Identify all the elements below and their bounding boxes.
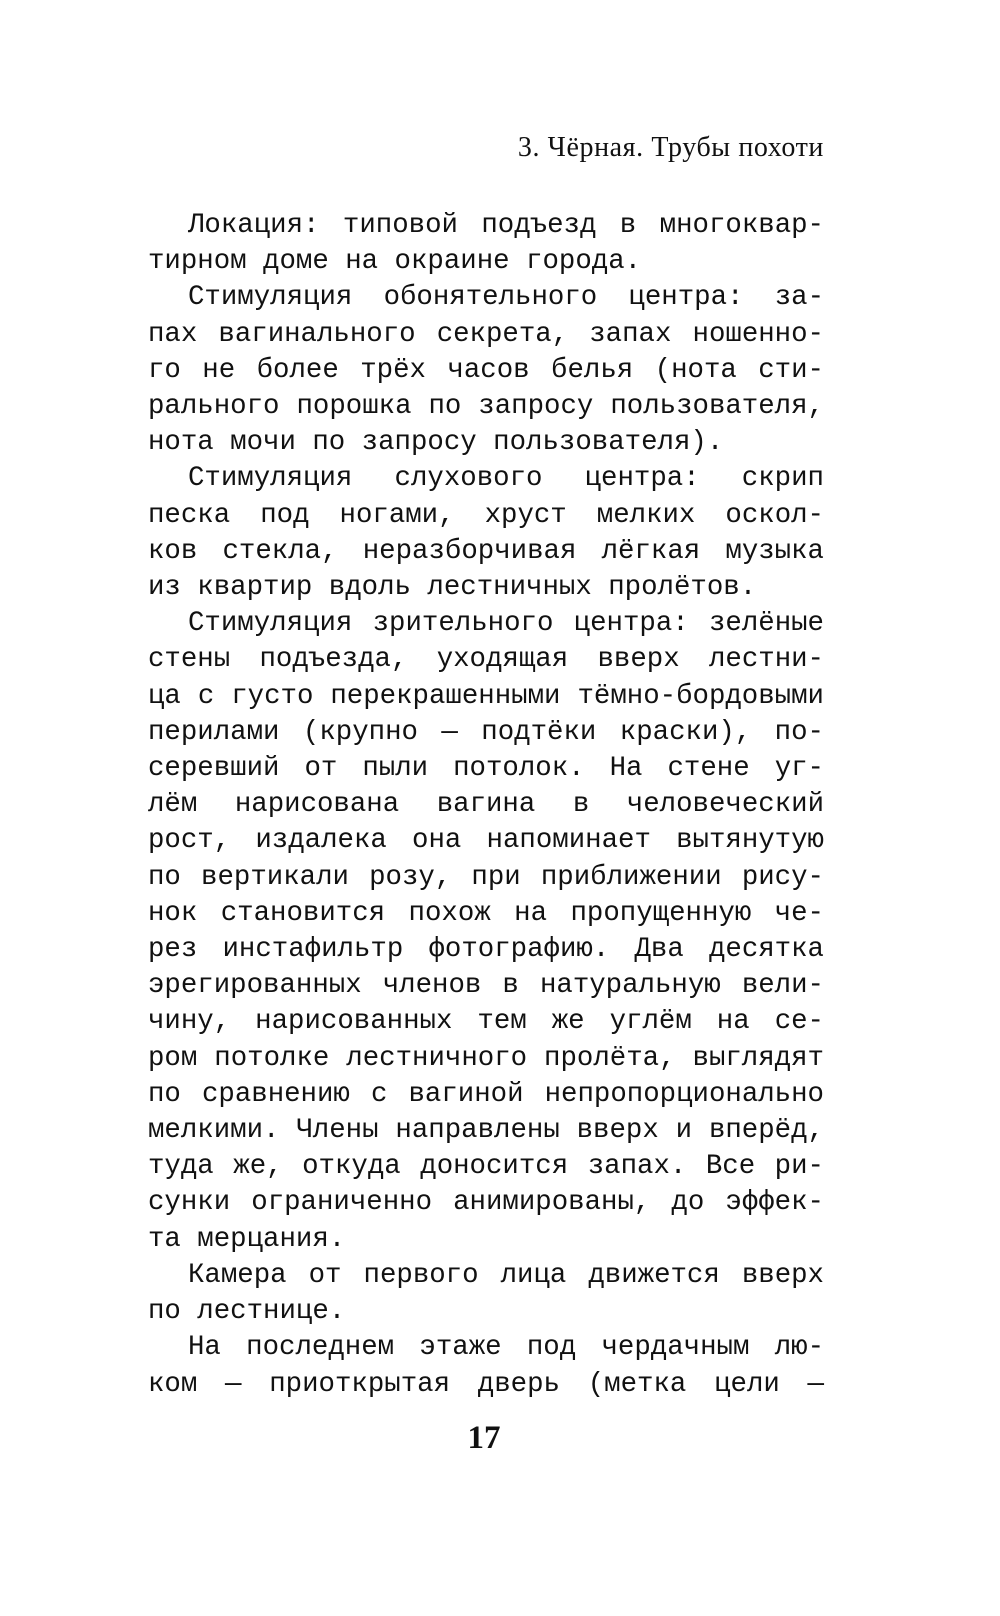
page-number: 17: [467, 1420, 501, 1456]
text-line: мелкими. Члены направлены вверх и вперёд,: [148, 1115, 824, 1147]
text-line: песка под ногами, хруст мелких оскол-: [148, 499, 824, 531]
text-line: ца с густо перекрашенными тёмно-бордовыми: [148, 680, 824, 712]
text-line: Локация: типовой подъезд в многоквар-: [188, 210, 824, 241]
text-line: ком — приоткрытая дверь (метка цели —: [148, 1368, 824, 1400]
text-line: та мерцания.: [148, 1223, 346, 1255]
text-line: ков стекла, неразборчивая лёгкая музыка: [148, 535, 824, 567]
text-line: Камера от первого лица движется вверх: [188, 1259, 824, 1291]
running-head: 3. Чёрная. Трубы похоти: [517, 132, 824, 163]
text-line: перилами (крупно — подтёки краски), по-: [148, 716, 824, 748]
text-line: по лестнице.: [148, 1296, 346, 1328]
text-line: Стимуляция слухового центра: скрип: [188, 463, 824, 495]
paragraph-location: [148, 208, 824, 280]
body-text: [148, 208, 824, 1403]
text-line: по сравнению с вагиной непропорционально: [148, 1078, 824, 1110]
text-line: стены подъезда, уходящая вверх лестни-: [148, 644, 824, 676]
text-line: эрегированных членов в натуральную вели-: [148, 970, 824, 1002]
text-line: нок становится похож на пропущенную че-: [148, 897, 824, 929]
text-line: рез инстафильтр фотографию. Два десятка: [148, 934, 824, 966]
text-line: по вертикали розу, при приближении рису-: [148, 861, 824, 893]
text-line: серевший от пыли потолок. На стене уг-: [148, 753, 824, 785]
text-line: чину, нарисованных тем же углём на се-: [148, 1006, 824, 1038]
paragraph-visual: [148, 606, 824, 1258]
paragraph-olfactory: [148, 280, 824, 461]
text-line: пах вагинального секрета, запах ношенно-: [148, 318, 824, 350]
text-line: нота мочи по запросу пользователя).: [148, 427, 724, 459]
text-line: лём нарисована вагина в человеческий: [148, 789, 824, 821]
text-line: го не более трёх часов белья (нота сти-: [148, 354, 824, 386]
text-line: рост, издалека она напоминает вытянутую: [148, 825, 824, 857]
text-line: тирном доме на окраине города.: [148, 246, 642, 278]
text-line: На последнем этаже под чердачным лю-: [188, 1332, 824, 1364]
text-line: Стимуляция зрительного центра: зелёные: [188, 608, 824, 640]
text-line: Стимуляция обонятельного центра: за-: [188, 282, 824, 314]
text-line: сунки ограниченно анимированы, до эффек-: [148, 1187, 824, 1219]
text-line: рального порошка по запросу пользователя,: [148, 391, 824, 423]
text-line: ром потолке лестничного пролёта, выглядят: [148, 1042, 824, 1074]
paragraph-last-floor: [148, 1330, 824, 1402]
paragraph-auditory: [148, 461, 824, 606]
text-line: из квартир вдоль лестничных пролётов.: [148, 572, 757, 604]
paragraph-camera: [148, 1258, 824, 1330]
text-line: туда же, откуда доносится запах. Все ри-: [148, 1151, 824, 1183]
